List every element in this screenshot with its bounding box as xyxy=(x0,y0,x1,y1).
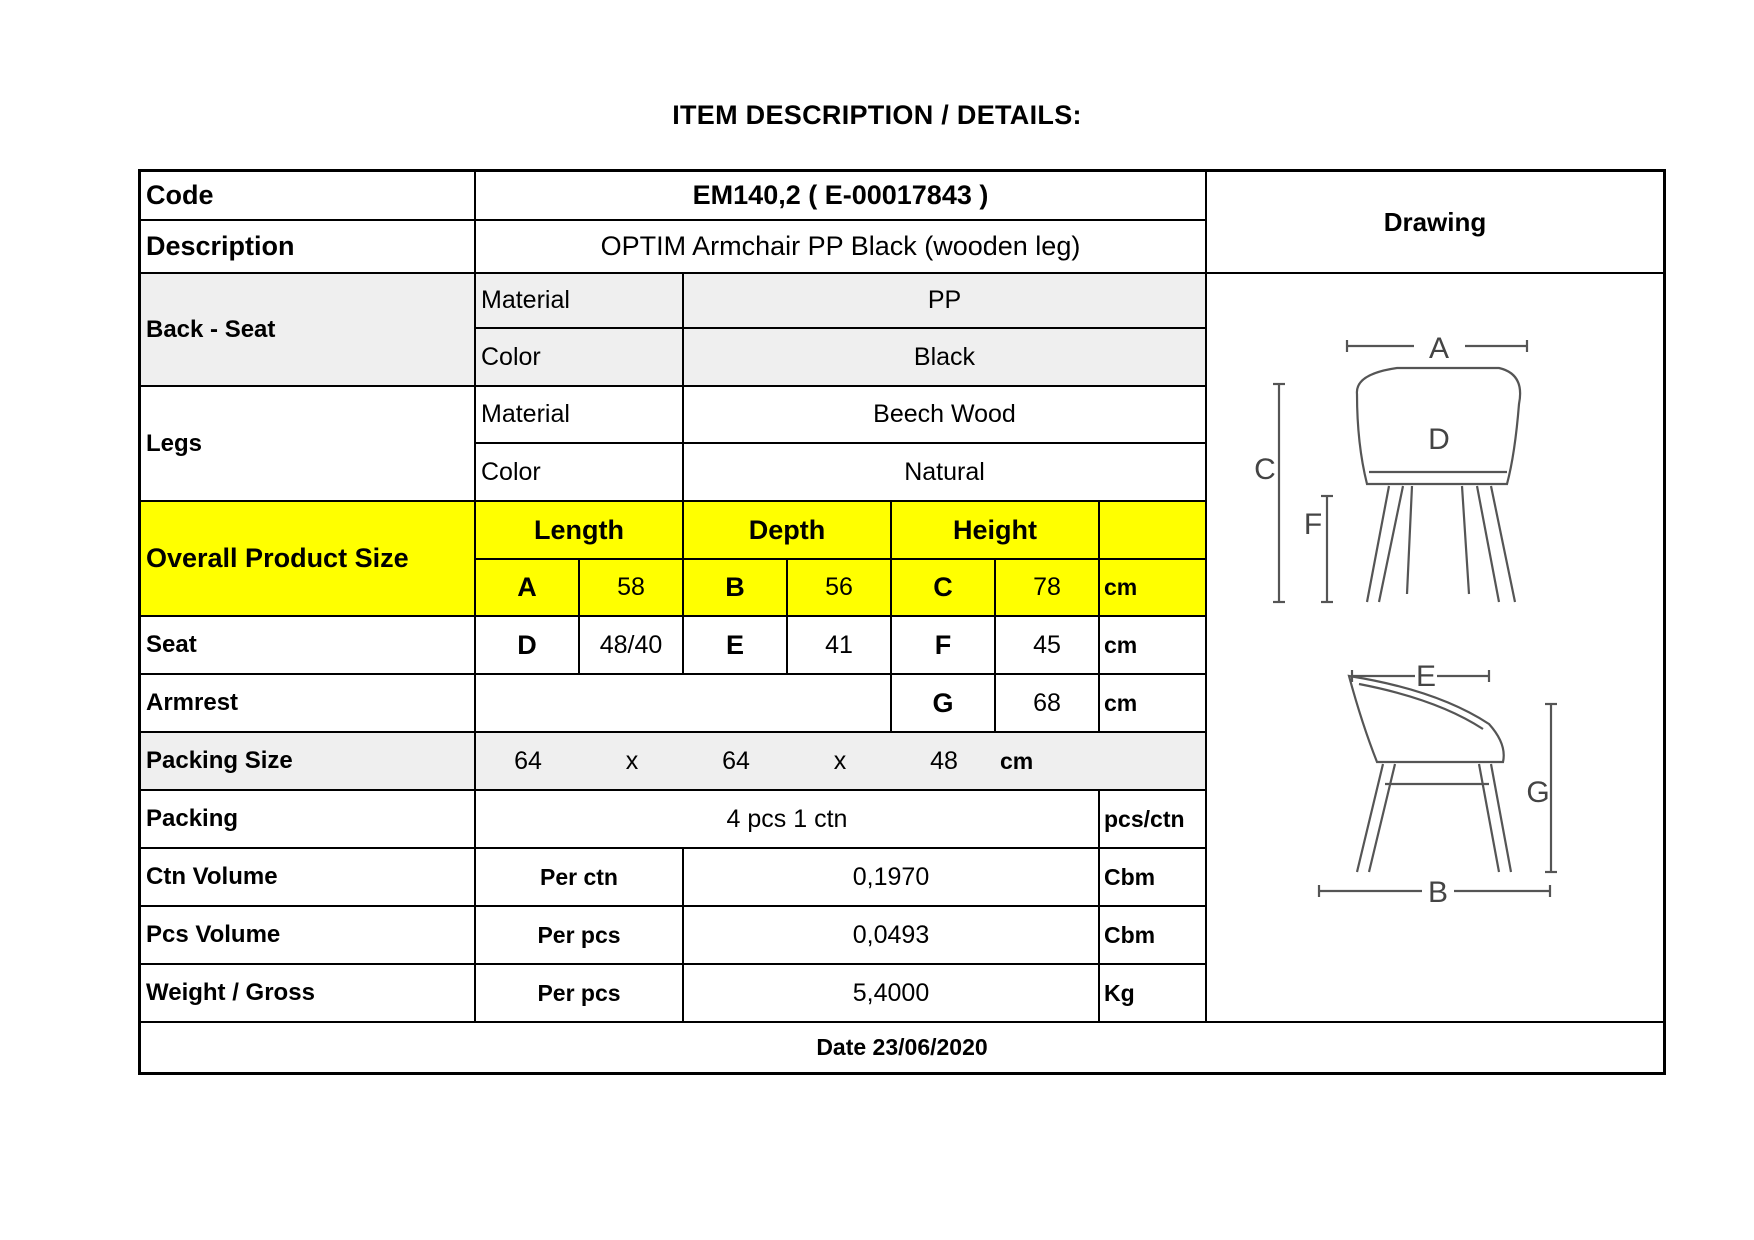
date-footer: Date 23/06/2020 xyxy=(816,1034,988,1060)
description-label: Description xyxy=(141,221,476,274)
overall-unit: cm xyxy=(1100,560,1207,617)
packing-size-width: 64 xyxy=(722,746,750,775)
ctn-volume-value: 0,1970 xyxy=(684,849,1100,907)
dim-c-value: 78 xyxy=(996,560,1100,617)
armrest-unit: cm xyxy=(1100,675,1207,733)
weight-label: Weight / Gross xyxy=(141,965,476,1023)
letter-a: A xyxy=(1428,332,1450,365)
letter-e: E xyxy=(1415,660,1437,693)
dim-a-value: 58 xyxy=(580,560,684,617)
packing-unit: pcs/ctn xyxy=(1100,791,1207,849)
dimension-letters xyxy=(1254,332,1550,909)
dim-b-letter: B xyxy=(684,560,788,617)
code-value: EM140,2 ( E-00017843 ) xyxy=(476,172,1207,221)
dim-g-letter: G xyxy=(892,675,996,733)
packing-size-label: Packing Size xyxy=(141,733,476,791)
letter-b: B xyxy=(1427,876,1449,909)
chair-side-view xyxy=(1319,670,1557,897)
dim-d-letter: D xyxy=(476,617,580,675)
drawing-area xyxy=(1207,274,1663,1023)
description-value: OPTIM Armchair PP Black (wooden leg) xyxy=(476,221,1207,274)
armrest-label: Armrest xyxy=(141,675,476,733)
pcs-volume-per: Per pcs xyxy=(476,907,684,965)
pcs-volume-unit: Cbm xyxy=(1100,907,1207,965)
back-seat-label: Back - Seat xyxy=(141,274,476,387)
dim-f-value: 45 xyxy=(996,617,1100,675)
back-seat-color-value: Black xyxy=(684,329,1207,387)
dim-a-letter: A xyxy=(476,560,580,617)
dim-e-letter: E xyxy=(684,617,788,675)
weight-value: 5,4000 xyxy=(684,965,1100,1023)
pcs-volume-label: Pcs Volume xyxy=(141,907,476,965)
item-details-table xyxy=(138,169,1666,1075)
chair-technical-drawing xyxy=(1207,274,1663,1023)
dim-e-value: 41 xyxy=(788,617,892,675)
seat-unit: cm xyxy=(1100,617,1207,675)
legs-color-value: Natural xyxy=(684,444,1207,502)
ctn-volume-unit: Cbm xyxy=(1100,849,1207,907)
back-seat-material-value: PP xyxy=(684,274,1207,329)
seat-label: Seat xyxy=(141,617,476,675)
dim-d-value: 48/40 xyxy=(580,617,684,675)
packing-size-x2: x xyxy=(833,746,847,775)
legs-material-label: Material xyxy=(476,387,684,444)
drawing-header: Drawing xyxy=(1207,172,1663,274)
ctn-volume-per: Per ctn xyxy=(476,849,684,907)
letter-g: G xyxy=(1526,776,1550,809)
pcs-volume-value: 0,0493 xyxy=(684,907,1100,965)
dim-f-letter: F xyxy=(892,617,996,675)
weight-unit: Kg xyxy=(1100,965,1207,1023)
packing-size-x1: x xyxy=(625,746,639,775)
packing-size-unit: cm xyxy=(1000,747,1034,774)
overall-size-label: Overall Product Size xyxy=(141,502,476,617)
ctn-volume-label: Ctn Volume xyxy=(141,849,476,907)
length-header: Length xyxy=(476,502,684,560)
packing-size-height: 48 xyxy=(930,746,958,775)
packing-label: Packing xyxy=(141,791,476,849)
dim-b-value: 56 xyxy=(788,560,892,617)
packing-size-values xyxy=(476,733,1207,791)
code-label: Code xyxy=(141,172,476,221)
weight-per: Per pcs xyxy=(476,965,684,1023)
packing-value: 4 pcs 1 ctn xyxy=(476,791,1100,849)
legs-color-label: Color xyxy=(476,444,684,502)
letter-d: D xyxy=(1428,423,1450,456)
letter-c: C xyxy=(1254,453,1276,486)
back-seat-material-label: Material xyxy=(476,274,684,329)
legs-material-value: Beech Wood xyxy=(684,387,1207,444)
letter-f: F xyxy=(1303,508,1323,541)
overall-header-blank xyxy=(1100,502,1207,560)
back-seat-color-label: Color xyxy=(476,329,684,387)
page-title: ITEM DESCRIPTION / DETAILS: xyxy=(672,100,1082,130)
legs-label: Legs xyxy=(141,387,476,502)
armrest-blank xyxy=(476,675,892,733)
dim-c-letter: C xyxy=(892,560,996,617)
chair-front-view xyxy=(1273,340,1527,602)
packing-size-length: 64 xyxy=(514,746,542,775)
depth-header: Depth xyxy=(684,502,892,560)
height-header: Height xyxy=(892,502,1100,560)
dim-g-value: 68 xyxy=(996,675,1100,733)
